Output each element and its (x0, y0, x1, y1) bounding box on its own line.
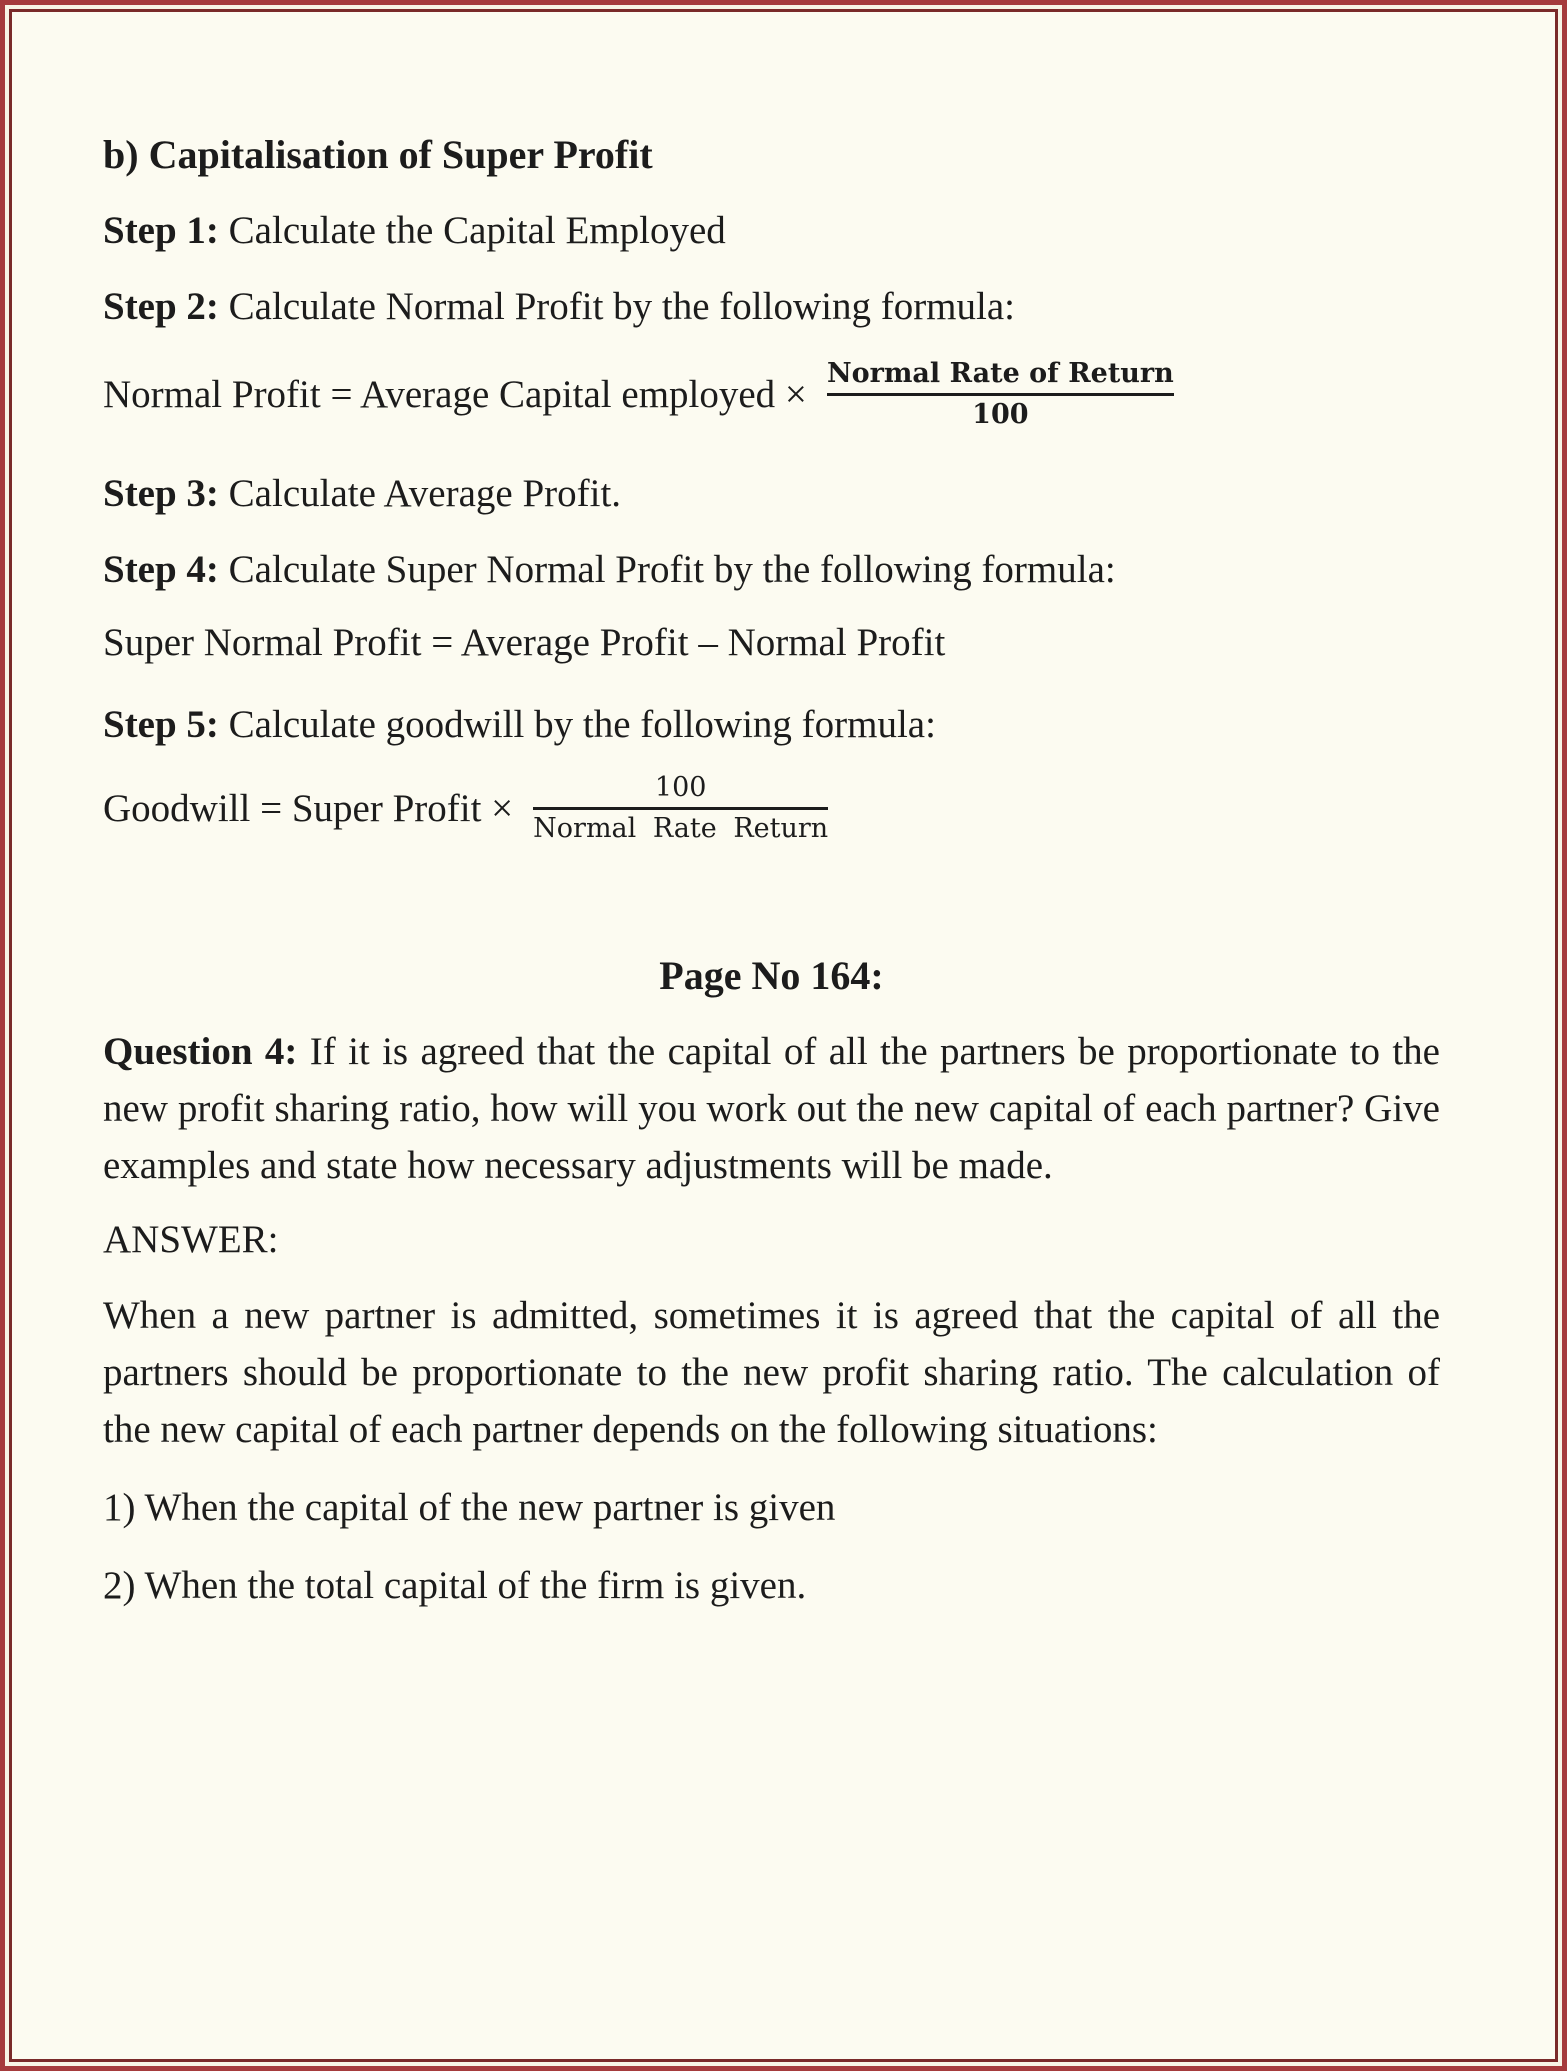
question-paragraph (103, 1023, 1440, 1194)
goodwill-fraction (527, 771, 834, 846)
step-2-line (103, 278, 1440, 335)
answer-label: ANSWER: (103, 1218, 279, 1261)
section-heading: b) Capitalisation of Super Profit (103, 132, 653, 177)
step-4-text: Calculate Super Normal Profit by the following formula: (228, 548, 1116, 591)
step-2-label: Step 2: (103, 285, 219, 328)
fraction-denominator: Normal Rate Return (533, 812, 829, 844)
document-page (9, 9, 1558, 2062)
goodwill-formula (103, 765, 1440, 851)
step-5-text: Calculate goodwill by the following formula: (228, 703, 936, 746)
goodwill-formula-left: Goodwill = Super Profit × (103, 786, 514, 830)
step-5-label: Step 5: (103, 703, 219, 746)
super-normal-profit-formula: Super Normal Profit = Average Profit – Normal Profit (103, 621, 946, 664)
step-4-line (103, 541, 1440, 598)
step-3-line (103, 465, 1440, 522)
fraction-bar (533, 807, 828, 810)
step-1-line (103, 202, 1440, 259)
question-label: Question 4: (103, 1030, 298, 1073)
step-1-text: Calculate the Capital Employed (228, 209, 726, 252)
question-text: If it is agreed that the capital of all the partners be proportionate to the new profit sharing ratio, how will you work out the new capital of each partner? Give examples and state how necessary adjustments will be made. (103, 1030, 1440, 1187)
normal-profit-fraction (821, 357, 1180, 432)
step-3-text: Calculate Average Profit. (228, 472, 622, 515)
fraction-bar (827, 393, 1174, 396)
document-content (103, 12, 1440, 1614)
step-3-label: Step 3: (103, 472, 219, 515)
normal-profit-formula (103, 351, 1440, 437)
answer-paragraph: When a new partner is admitted, sometimes it is agreed that the capital of all the partners should be proportionate to the new profit sharing ratio. The calculation of the new capital of each partner depends on the following situations: (103, 1294, 1440, 1451)
step-1-label: Step 1: (103, 209, 219, 252)
step-5-line (103, 696, 1440, 753)
step-4-label: Step 4: (103, 548, 219, 591)
normal-profit-formula-left: Normal Profit = Average Capital employed × (103, 372, 807, 416)
list-item: 2) When the total capital of the firm is given. (103, 1564, 807, 1607)
fraction-denominator: 100 (972, 398, 1029, 430)
page-number-heading: Page No 164: (659, 953, 884, 998)
step-2-text: Calculate Normal Profit by the following formula: (228, 285, 1015, 328)
fraction-numerator: 100 (654, 771, 707, 803)
list-item: 1) When the capital of the new partner is given (103, 1486, 836, 1529)
fraction-numerator: Normal Rate of Return (826, 357, 1174, 389)
